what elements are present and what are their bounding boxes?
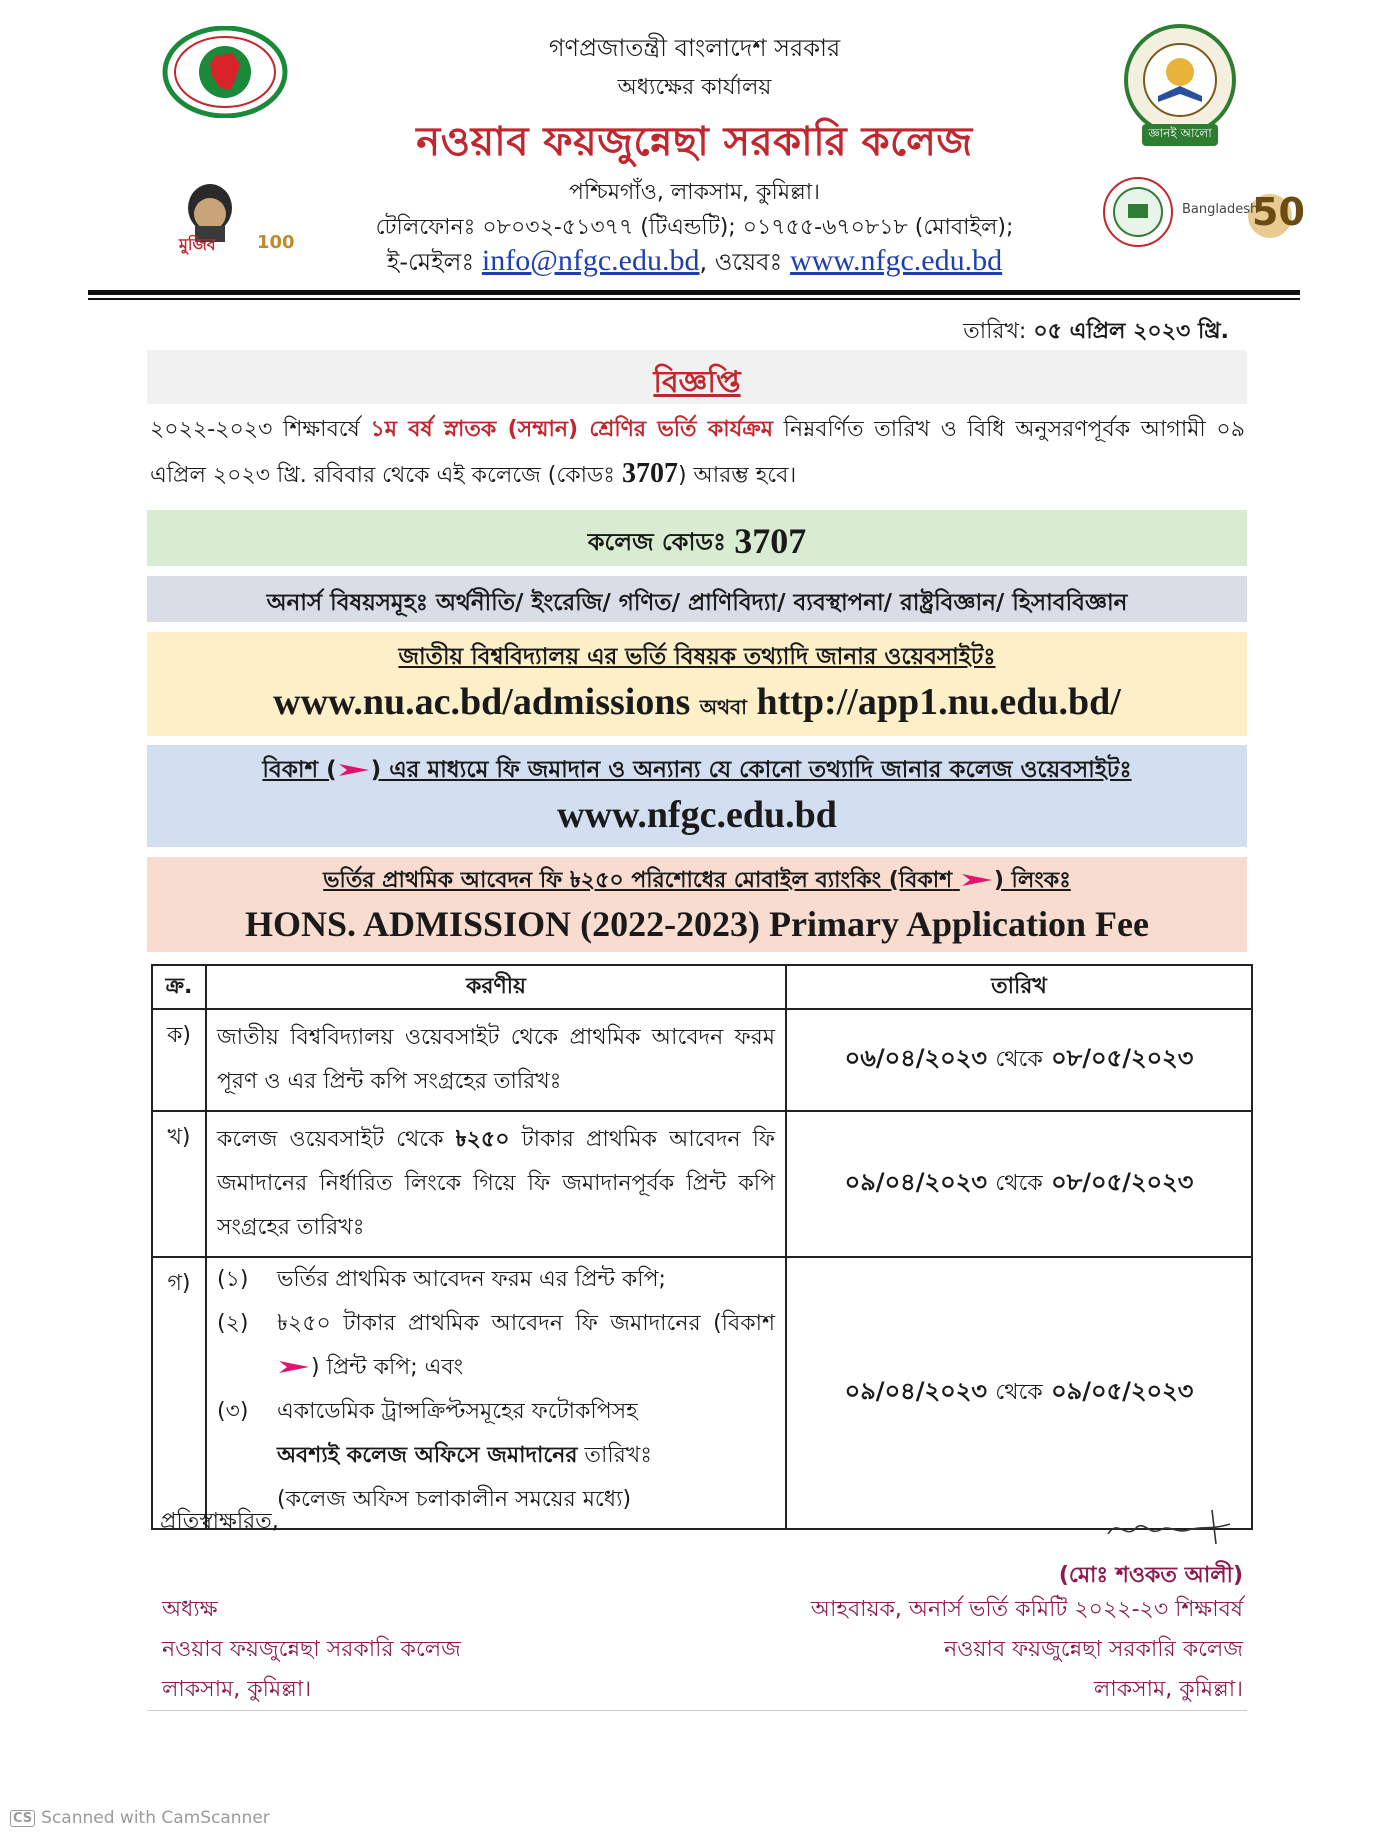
list-item bbox=[217, 1390, 775, 1522]
fee-info-heading bbox=[147, 863, 1247, 900]
notice-date bbox=[963, 314, 1229, 351]
college-name: নওয়াব ফয়জুন্নেছা সরকারি কলেজ bbox=[416, 119, 973, 165]
signature-line: লাকসাম, কুমিল্লা। bbox=[162, 1677, 312, 1702]
principal-signature-block bbox=[162, 1590, 461, 1710]
college-address: পশ্চিমগাঁও, লাকসাম, কুমিল্লা। bbox=[569, 180, 820, 205]
date-from: ০৯/০৪/২০২৩ bbox=[844, 1377, 987, 1405]
college-code-value: 3707 bbox=[734, 521, 807, 561]
website-link[interactable]: www.nfgc.edu.bd bbox=[789, 244, 1003, 277]
honours-subjects-band bbox=[147, 576, 1247, 622]
college-code-band bbox=[147, 510, 1247, 566]
list-number: (৩) bbox=[217, 1399, 249, 1424]
bkash-info-band bbox=[147, 745, 1247, 847]
table-row bbox=[152, 1111, 1252, 1257]
date-label: তারিখ: bbox=[963, 319, 1027, 344]
row-serial: খ) bbox=[152, 1111, 206, 1257]
footer-divider bbox=[147, 1710, 1247, 1711]
government-name: গণপ্রজাতন্ত্রী বাংলাদেশ সরকার bbox=[548, 34, 841, 62]
admission-schedule-table bbox=[151, 964, 1253, 1530]
honours-subjects: অনার্স বিষয়সমূহঃ অর্থনীতি/ ইংরেজি/ গণিত/ প্রাণিবিদ্যা/ ব্যবস্থাপনা/ রাষ্ট্রবিজ্ঞান/ হিসাববিজ্ঞান bbox=[266, 590, 1128, 616]
intro-part-3: ) আরম্ভ হবে। bbox=[677, 463, 797, 488]
signature-line: লাকসাম, কুমিল্লা। bbox=[1093, 1677, 1243, 1702]
signature-line: আহবায়ক, অনার্স ভর্তি কমিটি ২০২২-২৩ শিক্ষাবর্ষ bbox=[810, 1597, 1243, 1622]
date-from: ০৬/০৪/২০২৩ bbox=[844, 1044, 987, 1072]
intro-part-1: ২০২২-২০২৩ শিক্ষাবর্ষে bbox=[150, 417, 360, 442]
intro-college-code: 3707 bbox=[621, 458, 678, 489]
row-task bbox=[206, 1257, 786, 1529]
camscanner-badge: CS bbox=[10, 1810, 35, 1827]
web-label: , ওয়েবঃ bbox=[699, 248, 783, 276]
convener-name: (মোঃ শওকত আলী) bbox=[1058, 1563, 1243, 1588]
college-code bbox=[147, 520, 1247, 564]
mujib-text: মুজিব bbox=[179, 235, 216, 254]
col-serial-header: ক্র. bbox=[152, 965, 206, 1009]
college-website-link[interactable]: www.nfgc.edu.bd bbox=[557, 794, 837, 836]
convener-signature-block bbox=[811, 1590, 1243, 1710]
email-label: ই-মেইলঃ bbox=[386, 248, 475, 276]
range-word: থেকে bbox=[995, 1047, 1043, 1072]
task-text: কলেজ ওয়েবসাইট থেকে bbox=[217, 1127, 444, 1152]
list-item bbox=[217, 1258, 775, 1302]
notice-title: বিজ্ঞপ্তি bbox=[653, 365, 741, 400]
nu-info-links bbox=[147, 680, 1247, 726]
college-logo-motto: জ্ঞানই আলো bbox=[1148, 126, 1212, 140]
signature-line: নওয়াব ফয়জুন্নেছা সরকারি কলেজ bbox=[162, 1637, 461, 1662]
task-amount: ৳২৫০ bbox=[455, 1127, 510, 1152]
nu-admissions-link[interactable]: www.nu.ac.bd/admissions bbox=[273, 681, 691, 723]
date-value: ০৫ এপ্রিল ২০২৩ খ্রি. bbox=[1033, 319, 1229, 344]
camscanner-watermark bbox=[10, 1808, 270, 1828]
fee-heading-post: ) লিংকঃ bbox=[993, 868, 1071, 893]
signature-line: অধ্যক্ষ bbox=[162, 1597, 218, 1622]
col-date-header: তারিখ bbox=[786, 965, 1252, 1009]
range-word: থেকে bbox=[995, 1380, 1043, 1405]
list-text-pre: ৳২৫০ টাকার প্রাথমিক আবেদন ফি জমাদানের (বিকাশ bbox=[277, 1311, 775, 1336]
bkash-heading-pre: বিকাশ ( bbox=[262, 757, 337, 783]
list-number: (২) bbox=[217, 1311, 249, 1336]
list-text: ভর্তির প্রাথমিক আবেদন ফরম এর প্রিন্ট কপি; bbox=[277, 1267, 666, 1292]
list-text-post: তারিখঃ bbox=[584, 1443, 652, 1468]
row-date-range bbox=[786, 1009, 1252, 1111]
office-name: অধ্যক্ষের কার্যালয় bbox=[617, 75, 772, 100]
row-date-range bbox=[786, 1257, 1252, 1529]
bkash-bird-icon bbox=[277, 1357, 311, 1377]
col-task-header: করণীয় bbox=[206, 965, 786, 1009]
bkash-heading-post: ) এর মাধ্যমে ফি জমাদান ও অন্যান্য যে কোনো তথ্যাদি জানার কলেজ ওয়েবসাইটঃ bbox=[370, 757, 1132, 783]
notice-intro bbox=[150, 408, 1245, 498]
intro-part-2: নিম্নবর্ণিত তারিখ ও বিধি অনুসরণপূর্বক আগামী ০৯ এপ্রিল ২০২৩ খ্রি. রবিবার থেকে এই কলেজে (কোডঃ bbox=[150, 417, 1245, 488]
row-task bbox=[206, 1111, 786, 1257]
table-row bbox=[152, 1257, 1252, 1529]
nu-info-band bbox=[147, 632, 1247, 736]
mujib-100-number: 100 bbox=[257, 232, 295, 253]
fee-payment-link[interactable]: HONS. ADMISSION (2022-2023) Primary Application Fee bbox=[245, 904, 1149, 944]
list-text-pre: একাডেমিক ট্রান্সক্রিপ্টসমূহের ফটোকপিসহ bbox=[277, 1399, 638, 1424]
college-phone: টেলিফোনঃ ০৮০৩২-৫১৩৭৭ (টিএন্ডটি); ০১৭৫৫-৬৭০৮১৮ (মোবাইল); bbox=[375, 215, 1014, 240]
college-code-label: কলেজ কোডঃ bbox=[587, 528, 726, 556]
date-to: ০৮/০৫/২০২৩ bbox=[1051, 1168, 1194, 1196]
table-header-row bbox=[152, 965, 1252, 1009]
fee-heading-pre: ভর্তির প্রাথমিক আবেদন ফি ৳২৫০ পরিশোধের মোবাইল ব্যাংকিং (বিকাশ bbox=[323, 868, 953, 893]
header-divider-thin bbox=[88, 298, 1300, 300]
list-text-bold: অবশ্যই কলেজ অফিসে জমাদানের bbox=[277, 1443, 578, 1468]
date-to: ০৯/০৫/২০২৩ bbox=[1051, 1377, 1194, 1405]
bkash-bird-icon bbox=[337, 760, 371, 780]
nu-or-text: অথবা bbox=[699, 695, 747, 719]
list-text bbox=[277, 1390, 652, 1522]
row-date-range bbox=[786, 1111, 1252, 1257]
list-note: (কলেজ অফিস চলাকালীন সময়ের মধ্যে) bbox=[277, 1487, 632, 1512]
row-task: জাতীয় বিশ্ববিদ্যালয় ওয়েবসাইট থেকে প্রাথমিক আবেদন ফরম পূরণ ও এর প্রিন্ট কপি সংগ্রহের তারিখঃ bbox=[206, 1009, 786, 1111]
table-row bbox=[152, 1009, 1252, 1111]
bkash-bird-icon bbox=[960, 870, 994, 890]
list-item bbox=[217, 1302, 775, 1390]
date-to: ০৮/০৫/২০২৩ bbox=[1051, 1044, 1194, 1072]
camscanner-text: Scanned with CamScanner bbox=[41, 1808, 270, 1828]
list-text-post: ) প্রিন্ট কপি; এবং bbox=[311, 1355, 464, 1380]
signature-image bbox=[1100, 1500, 1240, 1550]
fee-info-band bbox=[147, 857, 1247, 952]
intro-highlight: ১ম বর্ষ স্নাতক (সম্মান) শ্রেণির ভর্তি কার্যক্রম bbox=[370, 417, 773, 442]
contact-line bbox=[0, 244, 1389, 284]
email-link[interactable]: info@nfgc.edu.bd bbox=[481, 244, 700, 277]
bangladesh-50-number: 50 bbox=[1252, 190, 1305, 234]
bangladesh-text: Bangladesh bbox=[1182, 202, 1259, 217]
date-from: ০৯/০৪/২০২৩ bbox=[844, 1168, 987, 1196]
signature-line: নওয়াব ফয়জুন্নেছা সরকারি কলেজ bbox=[944, 1637, 1243, 1662]
row-serial: ক) bbox=[152, 1009, 206, 1111]
notice-title-band bbox=[147, 350, 1247, 404]
bkash-info-heading bbox=[147, 751, 1247, 790]
countersigned-label: প্রতিস্বাক্ষরিত, bbox=[160, 1509, 279, 1534]
list-number: (১) bbox=[217, 1267, 249, 1292]
task-text: টাকার প্রাথমিক আবেদন ফি জমাদানের নির্ধারিত লিংকে গিয়ে ফি জমাদানপূর্বক প্রিন্ট কপি সংগ্রহের তারিখঃ bbox=[217, 1127, 775, 1240]
row-serial: গ) bbox=[152, 1257, 206, 1529]
header-divider bbox=[88, 290, 1300, 295]
list-text bbox=[277, 1302, 775, 1390]
nu-info-heading: জাতীয় বিশ্ববিদ্যালয় এর ভর্তি বিষয়ক তথ্যাদি জানার ওয়েবসাইটঃ bbox=[398, 644, 996, 670]
range-word: থেকে bbox=[995, 1171, 1043, 1196]
nu-app-link[interactable]: http://app1.nu.edu.bd/ bbox=[756, 681, 1121, 723]
